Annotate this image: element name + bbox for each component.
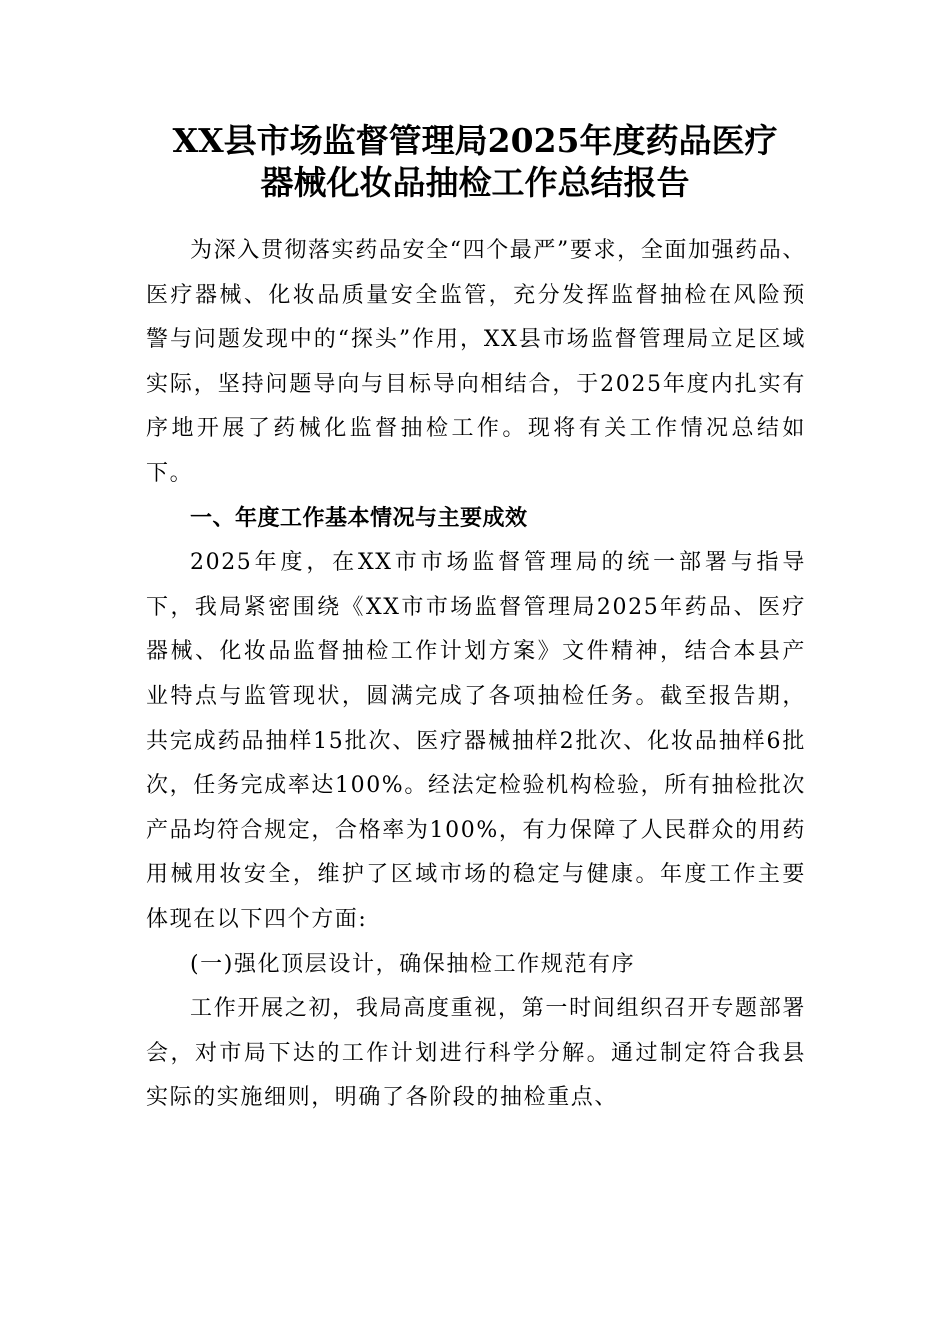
document-body — [146, 229, 806, 1121]
subsection-1-paragraph: 工作开展之初，我局高度重视，第一时间组织召开专题部署会，对市局下达的工作计划进行科学分解。通过制定符合我县实际的实施细则，明确了各阶段的抽检重点、 — [146, 996, 806, 1111]
document-title-line-1: XX县市场监督管理局2025年度药品医疗 — [172, 121, 778, 160]
subsection-heading-1: (一)强化顶层设计，确保抽检工作规范有序 — [190, 951, 636, 977]
intro-paragraph: 为深入贯彻落实药品安全“四个最严”要求，全面加强药品、医疗器械、化妆品质量安全监管，充分发挥监督抽检在风险预警与问题发现中的“探头”作用，XX县市场监督管理局立足区域实际，坚持问题导向与目标导向相结合，于2025年度内扎实有序地开展了药械化监督抽检工作。现将有关工作情况总结如下。 — [146, 238, 806, 486]
document-title-line-2: 器械化妆品抽检工作总结报告 — [260, 163, 690, 202]
section-1-paragraph: 2025年度，在XX市市场监督管理局的统一部署与指导下，我局紧密围绕《XX市市场监督管理局2025年药品、医疗器械、化妆品监督抽检工作计划方案》文件精神，结合本县产业特点与监管现状，圆满完成了各项抽检任务。截至报告期，共完成药品抽样15批次、医疗器械抽样2批次、化妆品抽样6批次，任务完成率达100%。经法定检验机构检验，所有抽检批次产品均符合规定，合格率为100%，有力保障了人民群众的用药用械用妆安全，维护了区域市场的稳定与健康。年度工作主要体现在以下四个方面: — [146, 550, 806, 932]
section-heading-1: 一、年度工作基本情况与主要成效 — [190, 505, 528, 531]
